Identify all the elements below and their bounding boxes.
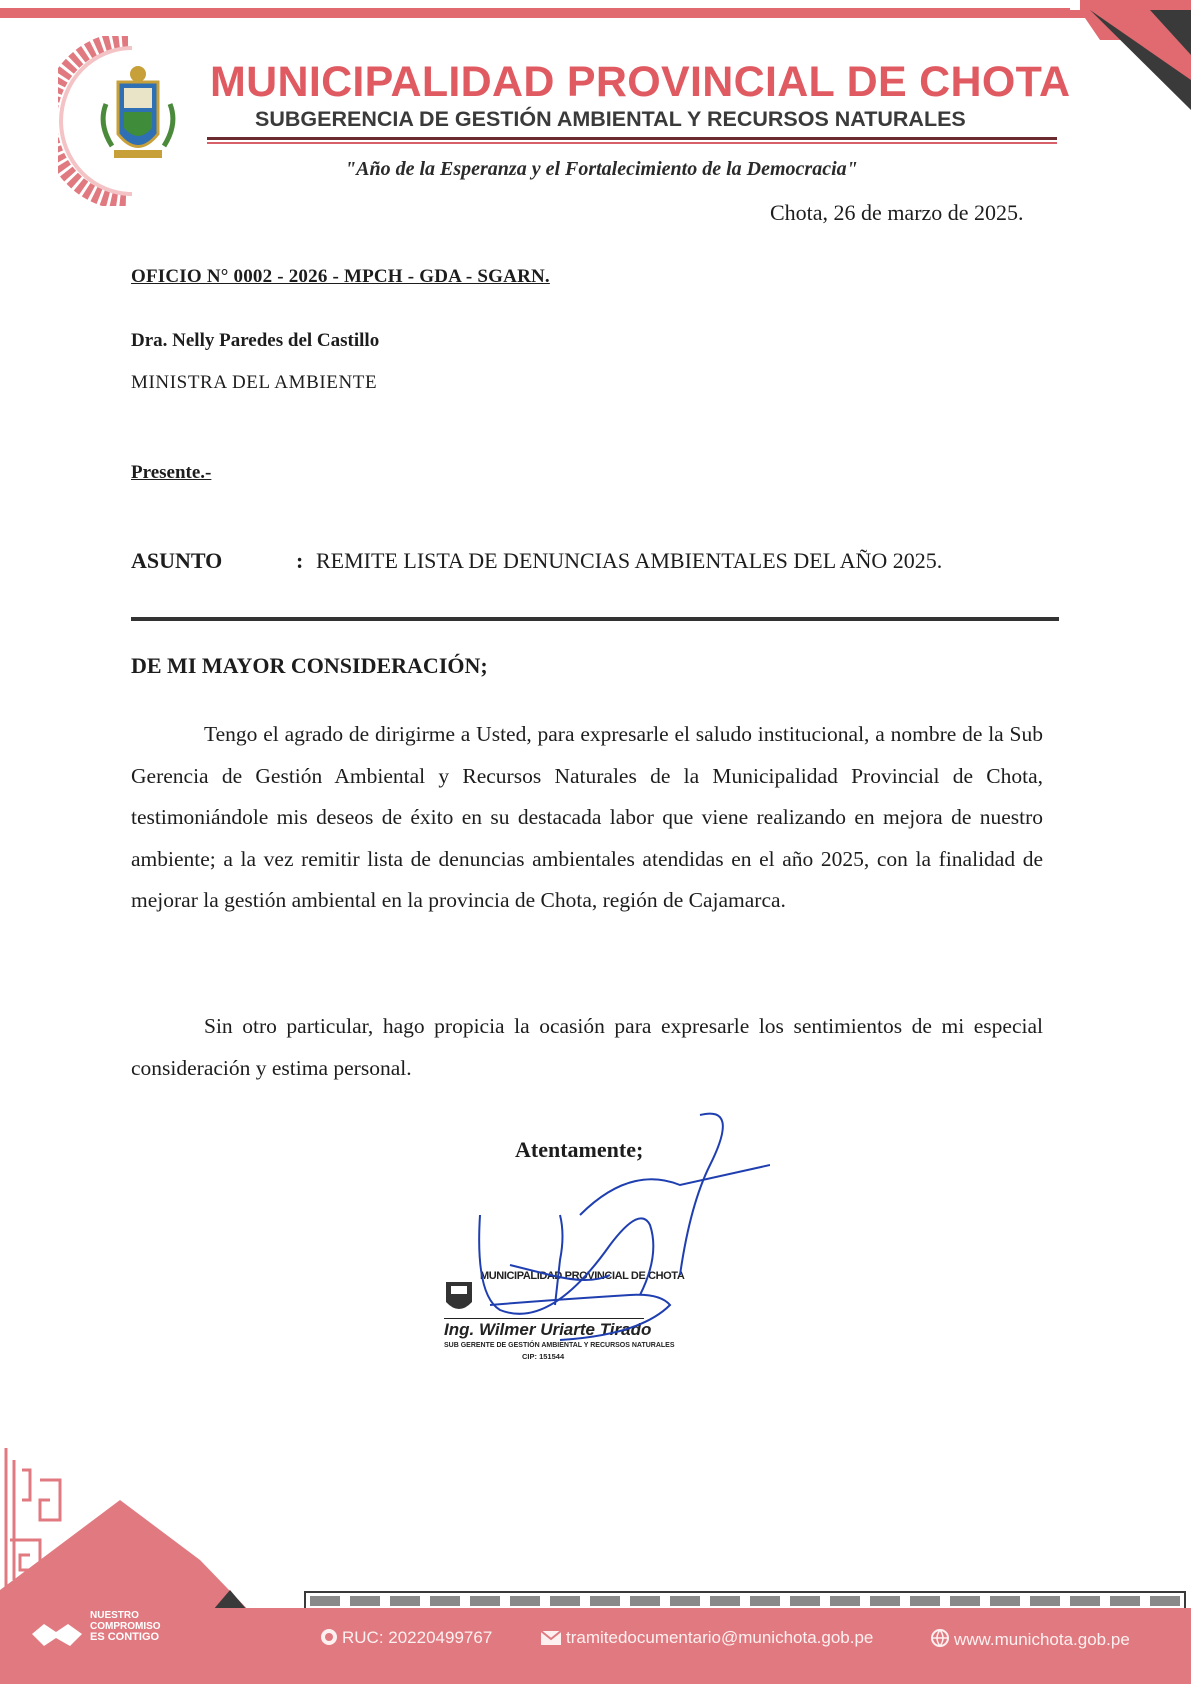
footer-website[interactable]: [930, 1628, 1130, 1650]
website-text[interactable]: www.munichota.gob.pe: [954, 1630, 1130, 1649]
greeting: DE MI MAYOR CONSIDERACIÓN;: [131, 653, 488, 678]
header-corner-decoration: [1090, 0, 1191, 110]
ruc-text: RUC: 20220499767: [342, 1628, 493, 1647]
header-rule-accent: [207, 142, 1057, 144]
stamp-institution: MUNICIPALIDAD PROVINCIAL DE CHOTA: [480, 1270, 685, 1282]
body-paragraph-1: Tengo el agrado de dirigirme a Usted, para expresarle el saludo institucional, a nombre de la Sub Gerencia de Gestión Ambiental y Recursos Naturales de la Municipalidad Provincial de Chota, testimoniándole mis deseos de éxito en su destacada labor que viene realizando en mejora de nuestro ambiente; a la vez remitir lista de denuncias ambientales atendidas en el año 2025, con la finalidad de mejorar la gestión ambiental en la provincia de Chota, región de Cajamarca.: [131, 722, 1043, 912]
presente-label: Presente.-: [131, 462, 212, 483]
slogan-line-3: ES CONTIGO: [90, 1631, 160, 1643]
body-paragraph-2: Sin otro particular, hago propicia la ocasión para expresarle los sentimientos de mi especial consideración y estima personal.: [131, 1014, 1043, 1080]
slogan-line-1: NUESTRO: [90, 1610, 139, 1621]
subject-text: REMITE LISTA DE DENUNCIAS AMBIENTALES DEL AÑO 2025.: [316, 548, 943, 573]
closing: Atentamente;: [515, 1137, 644, 1162]
stamp-signer-role: SUB GERENTE DE GESTIÓN AMBIENTAL Y RECURSOS NATURALES: [444, 1342, 675, 1349]
handshake-icon: [28, 1614, 86, 1654]
handwritten-signature: [440, 1095, 770, 1365]
header-rule: [207, 137, 1057, 140]
year-motto: "Año de la Esperanza y el Fortalecimiento de la Democracia": [345, 158, 858, 180]
subject-colon: :: [296, 548, 304, 573]
letter-date: Chota, 26 de marzo de 2025.: [770, 200, 1024, 225]
section-divider: [131, 617, 1059, 621]
footer-ruc: [320, 1628, 492, 1648]
subject-label: ASUNTO: [131, 548, 223, 573]
stamp-cip: CIP: 151544: [522, 1352, 565, 1361]
slogan-line-2: COMPROMISO: [90, 1621, 161, 1632]
document-reference: OFICIO N° 0002 - 2026 - MPCH - GDA - SGARN.: [131, 266, 550, 287]
globe-icon: [930, 1628, 950, 1648]
recipient-name: Dra. Nelly Paredes del Castillo: [131, 330, 380, 351]
footer-email[interactable]: [540, 1628, 873, 1648]
ruc-icon: [320, 1628, 338, 1646]
mail-icon: [540, 1630, 562, 1646]
stamp-signer-name: Ing. Wilmer Uriarte Tirado: [444, 1320, 652, 1339]
subdivision-title: SUBGERENCIA DE GESTIÓN AMBIENTAL Y RECURSOS NATURALES: [255, 107, 966, 131]
municipality-title: MUNICIPALIDAD PROVINCIAL DE CHOTA: [210, 58, 1071, 106]
recipient-title: MINISTRA DEL AMBIENTE: [131, 372, 378, 393]
header-top-band: [0, 0, 1191, 40]
municipal-crest-logo: [58, 36, 208, 206]
footer-slogan: [90, 1610, 161, 1643]
email-text[interactable]: tramitedocumentario@munichota.gob.pe: [566, 1628, 874, 1647]
